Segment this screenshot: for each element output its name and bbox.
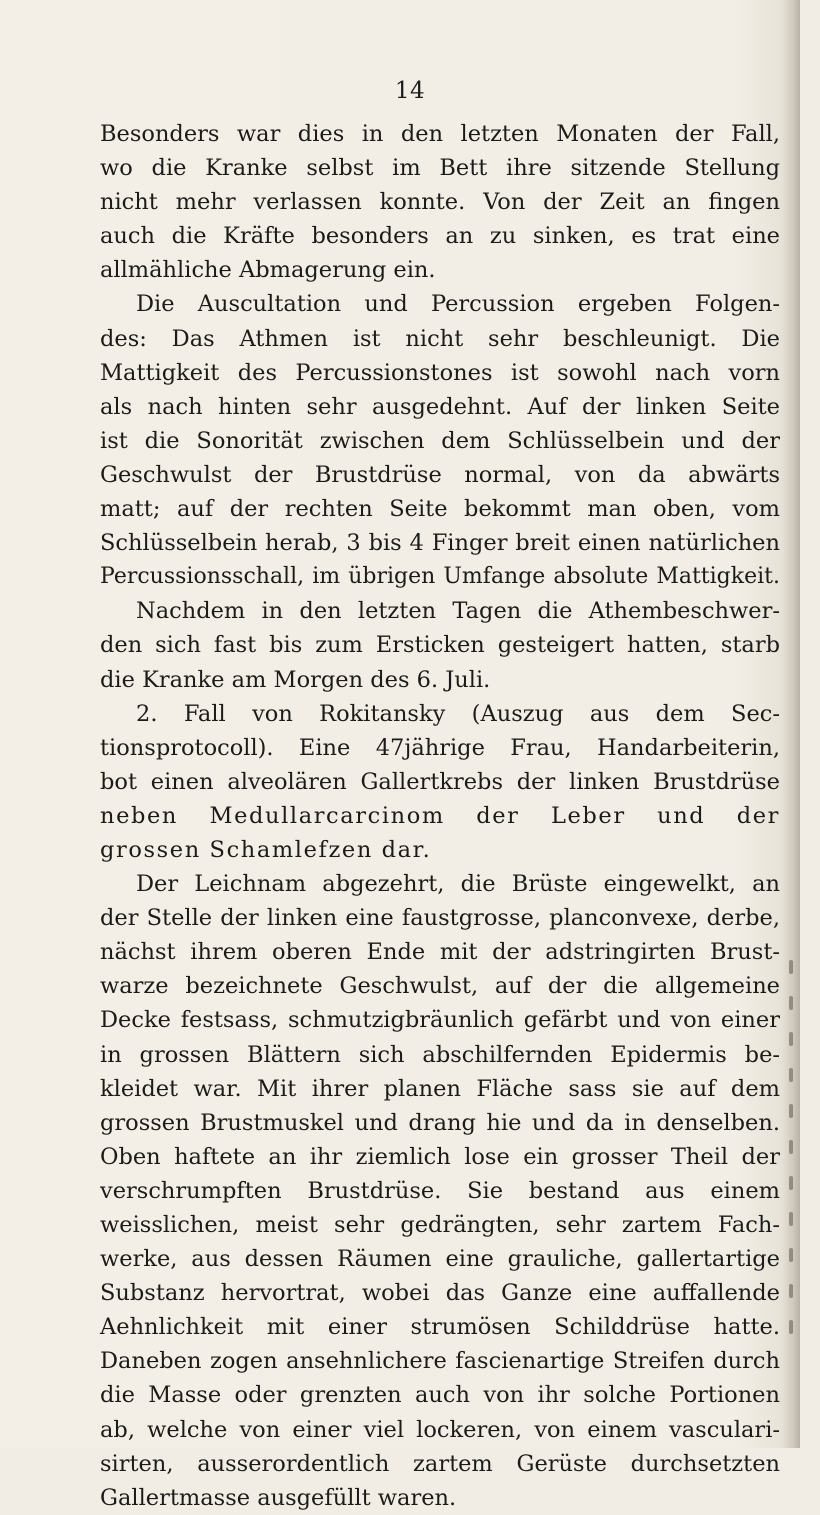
text-line: Nachdem in den letzten Tagen die Athembeschwer- [136,598,780,625]
page-edge-marks [786,960,796,1380]
text-line: kleidet war. Mit ihrer planen Fläche sass sie auf dem [100,1075,780,1102]
text-line: tionsprotocoll). Eine 47jährige Frau, Handarbeiterin, [100,734,780,761]
text-line: matt; auf der rechten Seite bekommt man oben, vom [100,496,780,523]
text-line: auch die Kräfte besonders an zu sinken, es trat eine [100,223,780,250]
text-line: nächst ihrem oberen Ende mit der adstringirten Brust- [100,939,780,966]
text-line: Schlüsselbein herab, 3 bis 4 Finger breit einen natürlichen [100,530,780,557]
text-line: Mattigkeit des Percussionstones ist sowohl nach vorn [100,359,780,386]
text-line: des: Das Athmen ist nicht sehr beschleunigt. Die [100,325,780,352]
text-line: Der Leichnam abgezehrt, die Brüste eingewelkt, an [136,871,780,898]
text-line: die Kranke am Morgen des 6. Juli. [100,666,491,693]
text-line: grossen Brustmuskel und drang hie und da in denselben. [100,1109,780,1136]
text-line: der Stelle der linken eine faustgrosse, planconvexe, derbe, [100,905,780,932]
text-line: Geschwulst der Brustdrüse normal, von da abwärts [100,461,780,488]
text-line: Gallertmasse ausgefüllt waren. [100,1484,457,1511]
text-line: als nach hinten sehr ausgedehnt. Auf der linken Seite [100,393,780,420]
text-line: grossen Schamlefzen dar. [100,836,432,863]
text-line: Substanz hervortrat, wobei das Ganze eine auffallende [100,1280,780,1307]
text-line: werke, aus dessen Räumen eine grauliche, gallertartige [100,1246,780,1273]
text-line: weisslichen, meist sehr gedrängten, sehr zartem Fach- [100,1212,780,1238]
text-line: Oben haftete an ihr ziemlich lose ein grosser Theil der [100,1143,780,1170]
text-line: den sich fast bis zum Ersticken gesteigert hatten, starb [100,632,780,659]
text-line: warze bezeichnete Geschwulst, auf der die allgemeine [100,973,780,1000]
text-line: allmähliche Abmagerung ein. [100,257,436,284]
body-text [100,117,780,1515]
text-line: nicht mehr verlassen konnte. Von der Zeit an fingen [100,189,780,216]
text-line: Die Auscultation und Percussion ergeben Folgen- [136,291,780,318]
text-line: ist die Sonorität zwischen dem Schlüsselbein und der [100,427,780,454]
text-line: 2. Fall von Rokitansky (Auszug aus dem Sec- [136,700,780,727]
text-line: Decke festsass, schmutzigbräunlich gefärbt und von einer [100,1007,780,1034]
text-line: Percussionsschall, im übrigen Umfange absolute Mattigkeit. [100,564,780,590]
text-line: verschrumpften Brustdrüse. Sie bestand aus einem [100,1177,780,1204]
text-line: Aehnlichkeit mit einer strumösen Schilddrüse hatte. [100,1314,780,1341]
text-line: sirten, ausserordentlich zartem Gerüste durchsetzten [100,1450,780,1477]
page-number: 14 [394,78,426,104]
text-line: bot einen alveolären Gallertkrebs der linken Brustdrüse [100,768,780,795]
text-line: ab, welche von einer viel lockeren, von einem vasculari- [100,1416,780,1443]
text-line: neben Medullarcarcinom der Leber und der [100,802,780,829]
text-line: Daneben zogen ansehnlichere fascienartige Streifen durch [100,1348,780,1375]
text-line: die Masse oder grenzten auch von ihr solche Portionen [100,1382,780,1409]
text-line: wo die Kranke selbst im Bett ihre sitzende Stellung [100,155,780,182]
text-line: Besonders war dies in den letzten Monaten der Fall, [100,121,780,147]
text-line: in grossen Blättern sich abschilfernden Epidermis be- [100,1041,780,1068]
